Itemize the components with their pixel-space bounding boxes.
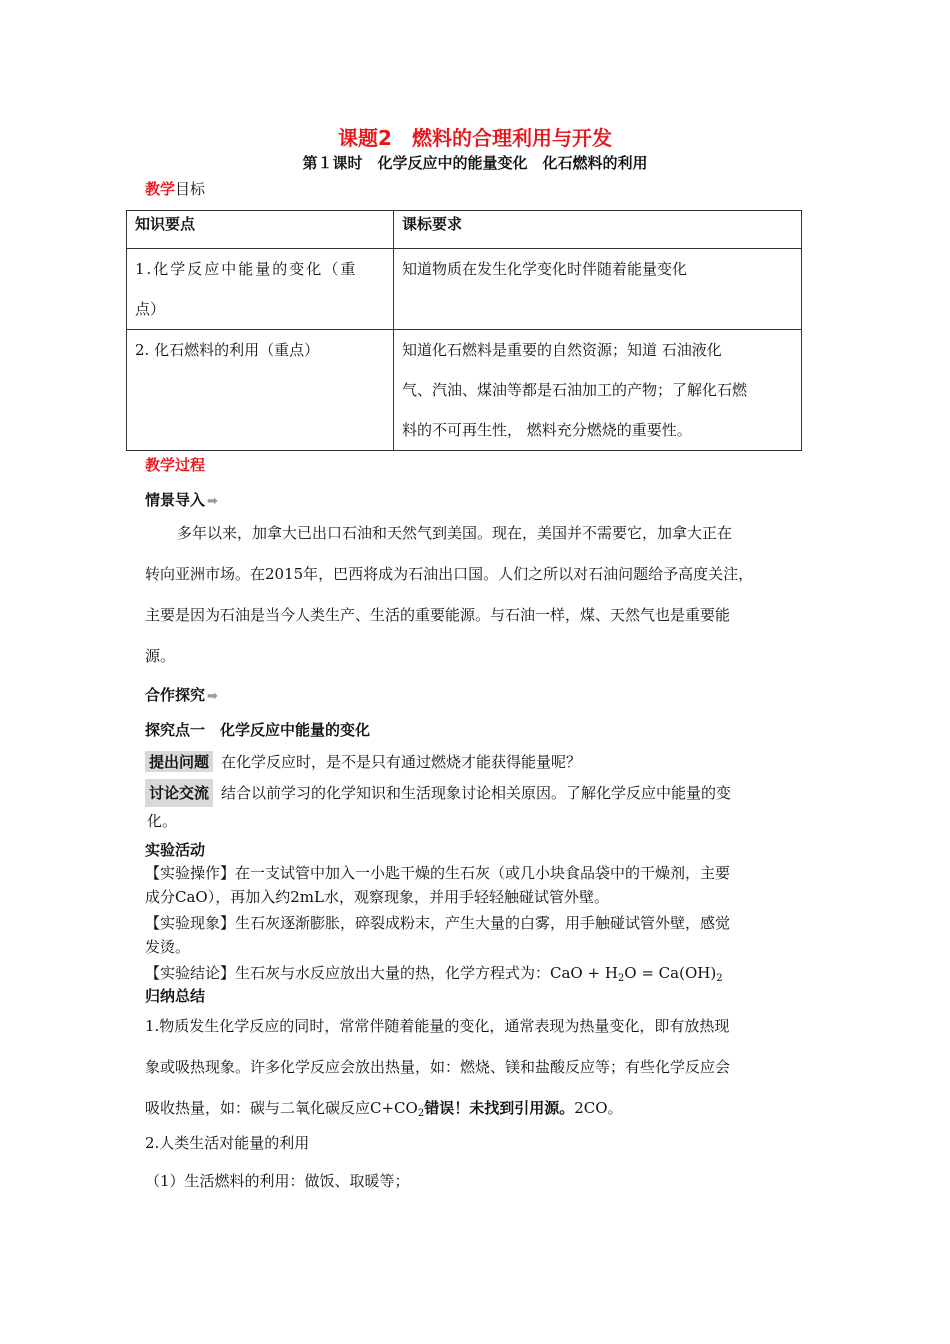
question-line [145, 751, 581, 772]
cell-line: 料的不可再生性， 燃料充分燃烧的重要性。 [402, 421, 692, 439]
goals-table [126, 210, 802, 451]
summary-line: 象或吸热现象。许多化学反应会放出热量，如：燃烧、镁和盐酸反应等；有些化学反应会 [145, 1058, 731, 1076]
table-header-row [127, 211, 802, 249]
discuss-tag: 讨论交流 [145, 779, 213, 807]
concl-sub: 2 [716, 973, 723, 984]
concl-text: 【实验结论】生石灰与水反应放出大量的热，化学方程式为：CaO + H [145, 964, 618, 982]
table-cell [127, 249, 394, 330]
summary-sub: 2 [417, 1108, 425, 1119]
exp-line: 【实验现象】生石灰逐渐膨胀，碎裂成粉末，产生大量的白雾，用手触碰试管外壁，感觉 [145, 914, 731, 932]
question-tag: 提出问题 [145, 751, 213, 772]
table-cell [394, 330, 802, 451]
table-header-cell: 课标要求 [394, 211, 802, 249]
concl-mid: O = Ca(OH) [624, 964, 717, 982]
intro-line: 多年以来，加拿大已出口石油和天然气到美国。现在，美国并不需要它，加拿大正在 [177, 524, 733, 542]
cell-line: 2. 化石燃料的利用（重点） [135, 341, 320, 359]
discuss-line [145, 779, 731, 807]
summary-paragraph [145, 1006, 730, 1134]
activity-heading: 实验活动 [145, 841, 206, 859]
cell-line: 气、汽油、煤油等都是石油加工的产物；了解化石燃 [402, 381, 748, 399]
table-cell [127, 330, 394, 451]
cell-line: 1.化学反应中能量的变化（重 [135, 260, 358, 278]
discuss-line: 化。 [147, 812, 178, 830]
page-title: 课题2 燃料的合理利用与开发 [338, 126, 612, 150]
question-text: 在化学反应时，是不是只有通过燃烧才能获得能量呢？ [221, 753, 582, 771]
intro-line: 主要是因为石油是当今人类生产、生活的重要能源。与石油一样，煤、天然气也是重要能 [145, 606, 731, 624]
experiment-operation [145, 861, 730, 909]
goals-heading-red: 教学 [145, 180, 176, 198]
summary-line [145, 1088, 730, 1134]
goals-heading-rest: 目标 [175, 180, 206, 198]
arrow-right-icon: ➡ [207, 494, 218, 509]
goals-heading [145, 178, 205, 199]
discuss-block [145, 779, 731, 835]
cell-line: 知道化石燃料是重要的自然资源；知道 石油液化 [402, 341, 722, 359]
point-2: 2.人类生活对能量的利用 [145, 1134, 310, 1152]
table-row [127, 249, 802, 330]
table-header-cell: 知识要点 [127, 211, 394, 249]
table-cell [394, 249, 802, 330]
cell-line: 点） [135, 300, 166, 318]
table-row [127, 330, 802, 451]
summary-heading: 归纳总结 [145, 987, 206, 1005]
page-subtitle: 第１课时 化学反应中的能量变化 化石燃料的利用 [302, 154, 648, 172]
coop-heading [145, 684, 218, 705]
intro-line: 转向亚洲市场。在2015年，巴西将成为石油出口国。人们之所以对石油问题给予高度关注， [145, 565, 754, 583]
point-2-1: （1）生活燃料的利用：做饭、取暖等； [145, 1172, 410, 1190]
experiment-conclusion [145, 961, 723, 991]
coop-heading-label: 合作探究 [145, 686, 206, 704]
arrow-right-icon: ➡ [207, 689, 218, 704]
intro-paragraph [145, 513, 753, 677]
summary-pre: 吸收热量，如：碳与二氧化碳反应C+CO [145, 1099, 418, 1117]
intro-line: 源。 [145, 647, 176, 665]
intro-heading-label: 情景导入 [145, 491, 206, 509]
summary-line: 1.物质发生化学反应的同时，常常伴随着能量的变化，通常表现为热量变化，即有放热现 [145, 1017, 730, 1035]
summary-post: 2CO。 [574, 1099, 623, 1117]
process-heading: 教学过程 [145, 456, 206, 474]
cell-line: 知道物质在发生化学变化时伴随着能量变化 [402, 260, 688, 278]
exp-line: 发烫。 [145, 938, 191, 956]
exp-line: 【实验操作】在一支试管中加入一小匙干燥的生石灰（或几小块食品袋中的干燥剂，主要 [145, 864, 731, 882]
explore-heading: 探究点一 化学反应中能量的变化 [145, 721, 371, 739]
concl-sub: 2 [617, 973, 625, 984]
experiment-phenomenon [145, 911, 730, 959]
discuss-text: 结合以前学习的化学知识和生活现象讨论相关原因。了解化学反应中能量的变 [221, 784, 732, 802]
reference-error: 错误！未找到引用源。 [424, 1099, 575, 1117]
intro-heading [145, 489, 218, 510]
exp-line: 成分CaO），再加入约2mL水，观察现象，并用手轻轻触碰试管外壁。 [145, 888, 609, 906]
